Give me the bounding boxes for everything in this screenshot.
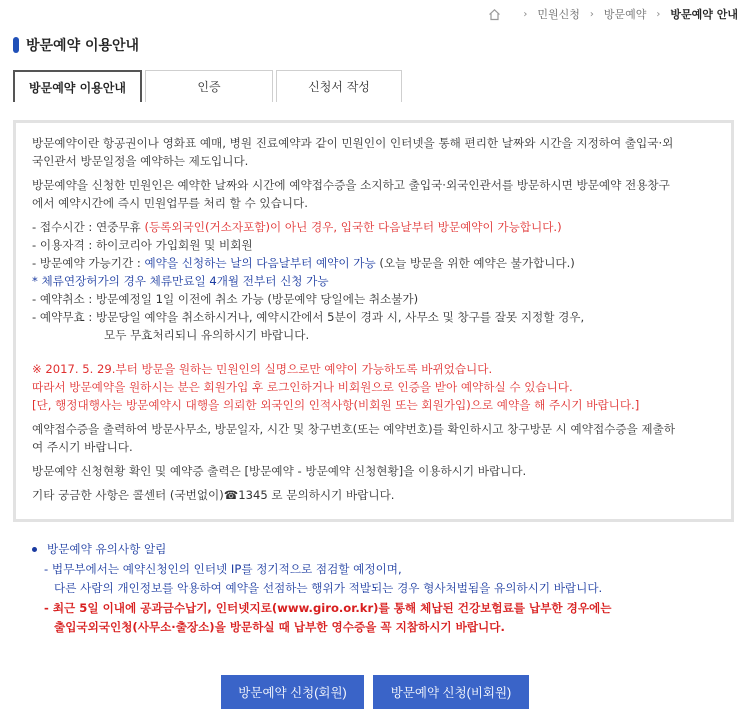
list-item-note: (오늘 방문을 위한 예약은 불가합니다.) (375, 256, 575, 270)
list-item: - 예약취소 : 방문예정일 1일 이전에 취소 가능 (방문예약 당일에는 취소불가) (32, 292, 419, 306)
info-text: 예약접수증을 출력하여 방문사무소, 방문일자, 시간 및 창구번호(또는 예약번호)를 확인하시고 창구방문 시 예약접수증을 제출하 (32, 422, 676, 436)
list-item-note: (등록외국인(거소자포함)이 아닌 경우, 입국한 다음날부터 방문예약이 가능합니다.) (144, 220, 562, 234)
button-row (221, 675, 538, 709)
tab-bar (13, 70, 405, 102)
list-item: 모두 무효처리되니 유의하시기 바랍니다. (104, 328, 310, 342)
chevron-right-icon: › (656, 8, 661, 20)
bullet-icon (32, 547, 37, 552)
title-bar-icon (13, 37, 19, 53)
info-list (32, 218, 715, 344)
notice-title (32, 540, 732, 560)
apply-nonmember-button[interactable]: 방문예약 신청(비회원) (373, 675, 529, 709)
list-item-label: - 방문예약 가능기간 : (32, 256, 145, 270)
info-text: 국인관서 방문일정을 예약하는 제도입니다. (32, 154, 249, 168)
notice-line: - 법무부에서는 예약신청인의 인터넷 IP를 정기적으로 점검할 예정이며, (44, 561, 402, 576)
home-icon[interactable] (488, 8, 501, 21)
tab-application-form[interactable]: 신청서 작성 (276, 70, 402, 102)
info-text: 에서 예약시간에 즉시 민원업무를 처리 할 수 있습니다. (32, 196, 308, 210)
notice-line: - 최근 5일 이내에 공과금수납기, 인터넷지로(www.giro.or.kr)를 통해 체납된 건강보험료를 납부한 경우에는 (44, 600, 612, 615)
info-text: 따라서 방문예약을 원하시는 분은 회원가입 후 로그인하거나 비회원으로 인증을 받아 예약하실 수 있습니다. (32, 380, 573, 394)
notice-line: 출입국외국인청(사무소·출장소)을 방문하실 때 납부한 영수증을 꼭 지참하시기 바랍니다. (54, 620, 505, 634)
list-item: - 예약무효 : 방문당일 예약을 취소하시거나, 예약시간에서 5분이 경과 시, 사무소 및 창구를 잘못 지정할 경우, (32, 310, 585, 324)
breadcrumb-item[interactable]: 방문예약 (603, 8, 647, 21)
list-item (32, 254, 715, 272)
info-text: 방문예약을 신청한 민원인은 예약한 날짜와 시간에 예약접수증을 소지하고 출입국·외국인관서를 방문하시면 방문예약 전용창구 (32, 178, 670, 192)
notice-line: 다른 사람의 개인정보를 악용하여 예약을 선점하는 행위가 적발되는 경우 형사처벌됨을 유의하시기 바랍니다. (54, 581, 603, 595)
usage-info-box (13, 120, 734, 522)
chevron-right-icon: › (523, 8, 528, 20)
info-paragraph (32, 462, 715, 480)
list-item: - 이용자격 : 하이코리아 가입회원 및 비회원 (32, 238, 253, 252)
apply-member-button[interactable]: 방문예약 신청(회원) (221, 675, 364, 709)
info-paragraph (32, 420, 715, 456)
list-item-highlight: 예약을 신청하는 날의 다음날부터 예약이 가능 (144, 256, 376, 270)
info-paragraph-red (32, 360, 715, 414)
chevron-right-icon: › (589, 8, 594, 20)
info-paragraph (32, 176, 715, 212)
notice-title-text: 방문예약 유의사항 알림 (47, 542, 167, 556)
list-item: * 체류연장허가의 경우 체류만료일 4개월 전부터 신청 가능 (32, 274, 329, 288)
list-item (32, 218, 715, 236)
breadcrumb-current: 방문예약 안내 (670, 8, 738, 21)
info-text: 기타 궁금한 사항은 콜센터 (국번없이)☎1345 로 문의하시기 바랍니다. (32, 488, 395, 502)
tab-usage-guide[interactable]: 방문예약 이용안내 (13, 70, 142, 102)
info-text: [단, 행정대행사는 방문예약시 대행을 의뢰한 외국인의 인적사항(비회원 또는 회원가입)으로 예약을 해 주시기 바랍니다.] (32, 398, 640, 412)
info-paragraph (32, 134, 715, 170)
info-text: 방문예약 신청현황 확인 및 예약증 출력은 [방문예약 - 방문예약 신청현황]을 이용하시기 바랍니다. (32, 464, 527, 478)
info-paragraph (32, 486, 715, 504)
tab-authentication[interactable]: 인증 (145, 70, 273, 102)
page-title (13, 36, 139, 54)
info-text: 방문예약이란 항공권이나 영화표 예매, 병원 진료예약과 같이 민원인이 인터넷을 통해 편리한 날짜와 시간을 지정하여 출입국·외 (32, 136, 674, 150)
notice-section (32, 540, 732, 638)
page-title-text: 방문예약 이용안내 (26, 38, 140, 54)
breadcrumb (488, 6, 738, 22)
info-text: 여 주시기 바랍니다. (32, 440, 133, 454)
breadcrumb-item[interactable]: 민원신청 (537, 8, 580, 21)
list-item-label: - 접수시간 : 연중무휴 (32, 220, 145, 234)
info-text: ※ 2017. 5. 29.부터 방문을 원하는 민원인의 실명으로만 예약이 가능하도록 바뀌었습니다. (32, 362, 493, 376)
